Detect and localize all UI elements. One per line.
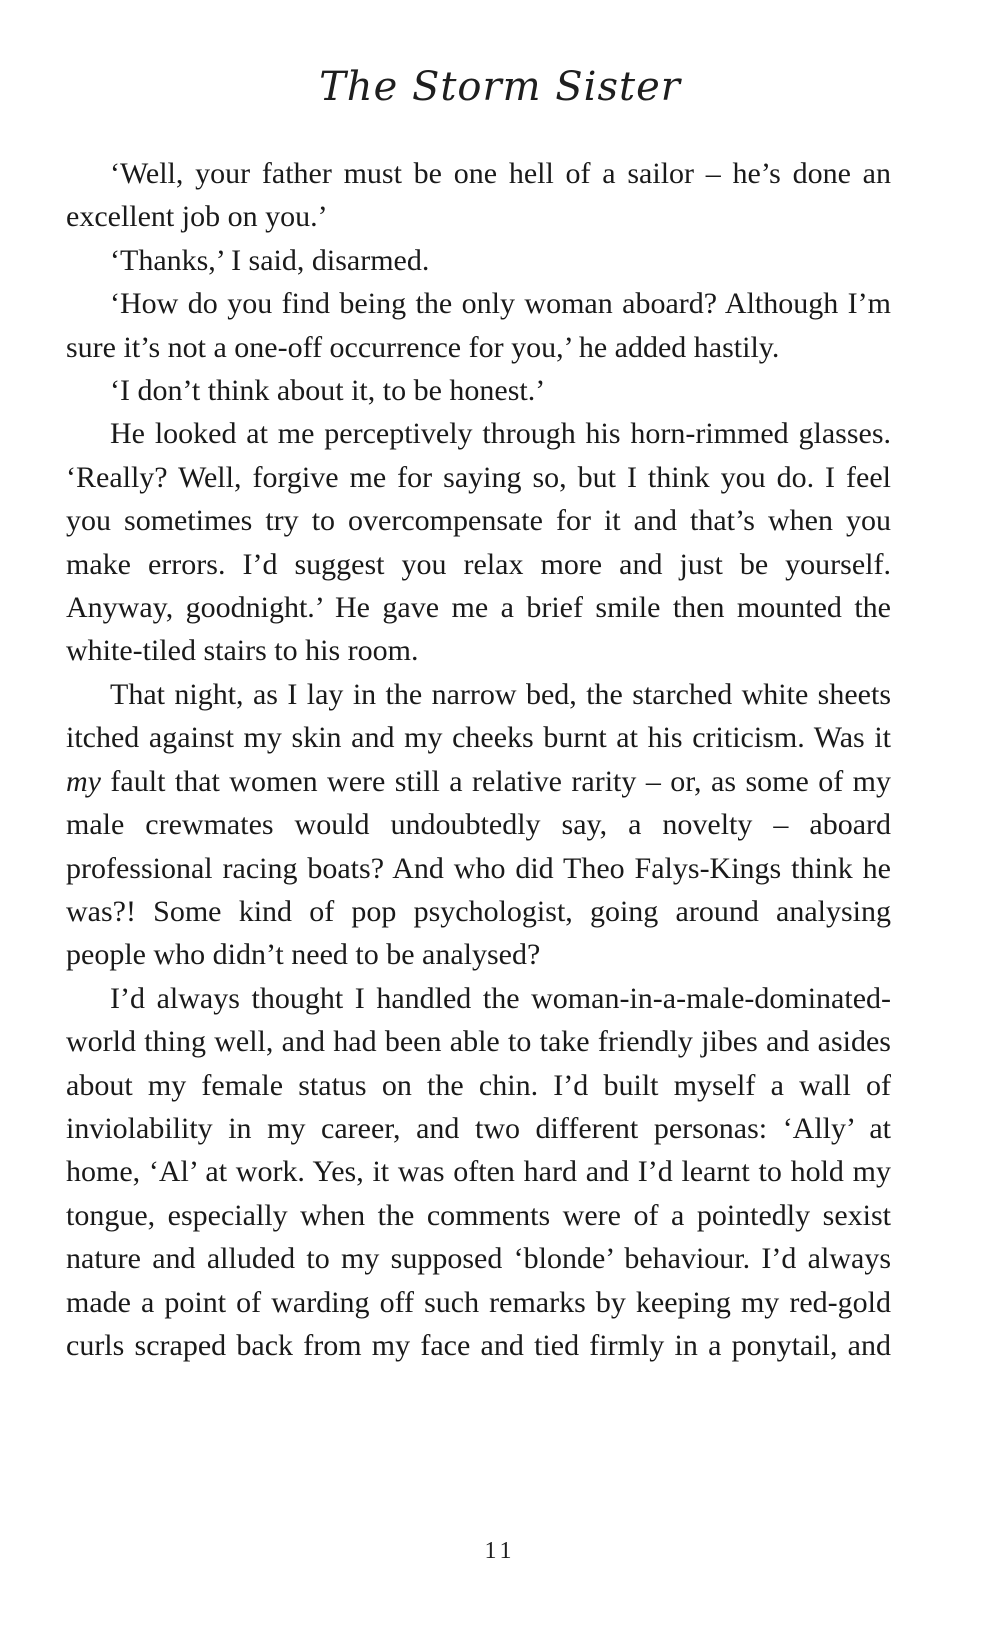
paragraph: He looked at me perceptively through his horn-rimmed glasses. ‘Really? Well, forgive me for saying so, but I think you do. I feel you sometimes try to overcompensate for it and that’s when you make errors. I’d suggest you relax more and just be yourself. Anyway, goodnight.’ He gave me a brief smile then mounted the white-tiled stairs to his room. xyxy=(66,417,891,668)
paragraph: I’d always thought I handled the woman-in-a-male-dominated-world thing well, and had been able to take friendly jibes and asides about my female status on the chin. I’d built myself a wall of inviolability in my career, and two different personas: ‘Ally’ at home, ‘Al’ at work. Yes, it was often hard and I’d learnt to hold my tongue, especially when the comments were of a pointedly sexist nature and alluded to my supposed ‘blonde’ behaviour. I’d always made a point of warding off such remarks by keeping my red-gold curls scraped back from my face and tied firmly in a ponytail, and xyxy=(66,981,891,1362)
paragraph: ‘Thanks,’ I said, disarmed. xyxy=(110,243,430,277)
running-title: The Storm Sister xyxy=(319,64,681,110)
paragraph: ‘Well, your father must be one hell of a sailor – he’s done an excellent job on you.’ xyxy=(66,157,891,234)
emphasis-text: my xyxy=(66,764,101,798)
paragraph: ‘I don’t think about it, to be honest.’ xyxy=(110,374,546,408)
page-number: 11 xyxy=(484,1538,516,1564)
paragraph-text: That night, as I lay in the narrow bed, the starched white sheets itched against my skin and my cheeks burnt at his criticism. Was it xyxy=(66,677,891,755)
paragraph-text: fault that women were still a relative rarity – or, as some of my male crewmates would undoubtedly say, a novelty – aboard professional racing boats? And who did Theo Falys-Kings think he was?! Some kind of pop psychologist, going around analysing people who didn’t need to be analysed? xyxy=(66,764,891,972)
body-text xyxy=(66,152,891,1367)
paragraph xyxy=(66,673,891,977)
paragraph: ‘How do you find being the only woman aboard? Although I’m sure it’s not a one-off occurrence for you,’ he added hastily. xyxy=(66,287,891,364)
